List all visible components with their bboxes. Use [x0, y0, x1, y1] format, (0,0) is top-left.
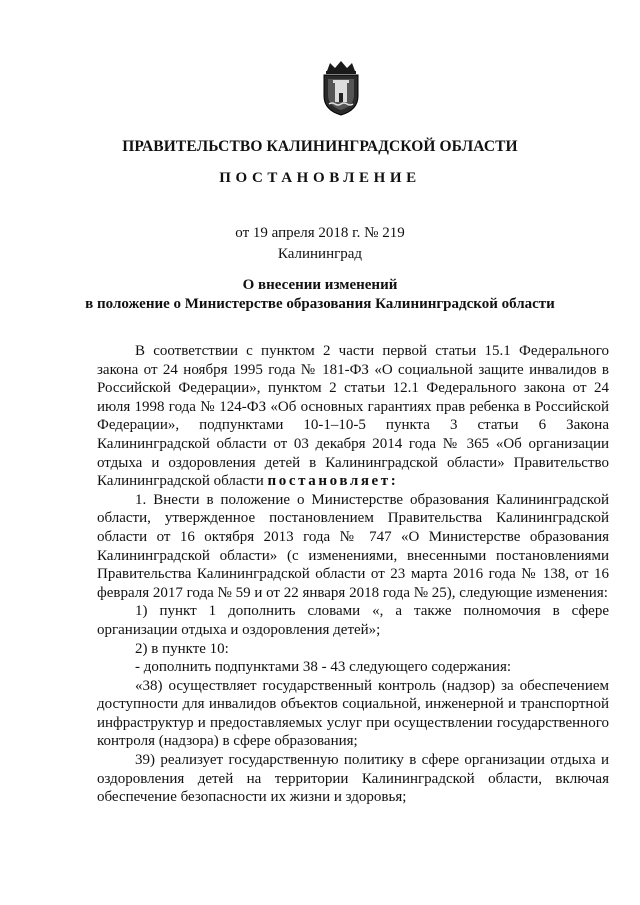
document-subject	[0, 276, 640, 314]
city: Калининград	[277, 246, 363, 262]
document-type: ПОСТАНОВЛЕНИЕ	[219, 170, 421, 186]
decree-word: постановляет:	[267, 473, 399, 490]
subitem-38: «38) осуществляет государственный контроль (надзор) за обеспечением доступности для инвалидов объектов социальной, инженерной и транспортной инфраструктур и предоставляемых услуг при осуществлении государственного контроля (надзора) в сфере образования;	[97, 677, 609, 750]
subitem-39: 39) реализует государственную политику в сфере организации отдыха и оздоровления детей на территории Калининградской области, включая обеспечение безопасности их жизни и здоровья;	[97, 752, 609, 806]
intro-text: В соответствии с пунктом 2 части первой статьи 15.1 Федерального закона от 24 ноября 1995 года № 181-ФЗ «О социальной защите инвалидов в Российской Федерации», пунктом 2 статьи 12.1 Федерального закона от 24 июля 1998 года № 124-ФЗ «Об основных гарантиях прав ребенка в Российской Федерации», подпунктами 10-1–10-5 пункта 3 статьи 6 Закона Калининградской области от 03 декабря 2014 года № 365 «Об организации отдыха и оздоровления детей в Калининградской области» Правительство Калининградской области	[97, 343, 609, 490]
subject-line-1: О внесении изменений	[242, 277, 398, 293]
coat-of-arms-icon	[318, 60, 364, 116]
intro-paragraph	[97, 342, 609, 491]
item-1-2: 2) в пункте 10:	[135, 640, 229, 657]
item-1-1: 1) пункт 1 дополнить словами «, а также полномочия в сфере организации отдыха и оздоровления детей»;	[97, 603, 609, 638]
date-and-number: от 19 апреля 2018 г. № 219	[235, 225, 405, 241]
document-body	[97, 342, 609, 807]
organization-title: ПРАВИТЕЛЬСТВО КАЛИНИНГРАДСКОЙ ОБЛАСТИ	[122, 138, 518, 155]
item-1: 1. Внести в положение о Министерстве образования Калининградской области, утвержденное постановлением Правительства Калининградской области от 16 октября 2013 года № 747 «О Министерстве образования Калининградской области» (с изменениями, внесенными постановлениями Правительства Калининградской области от 23 марта 2016 года № 138, от 16 февраля 2017 года № 59 и от 22 января 2018 года № 25), следующие изменения:	[97, 491, 609, 601]
item-1-2-a: - дополнить подпунктами 38 - 43 следующего содержания:	[135, 659, 512, 676]
subject-line-2: в положение о Министерстве образования Калининградской области	[85, 296, 555, 312]
